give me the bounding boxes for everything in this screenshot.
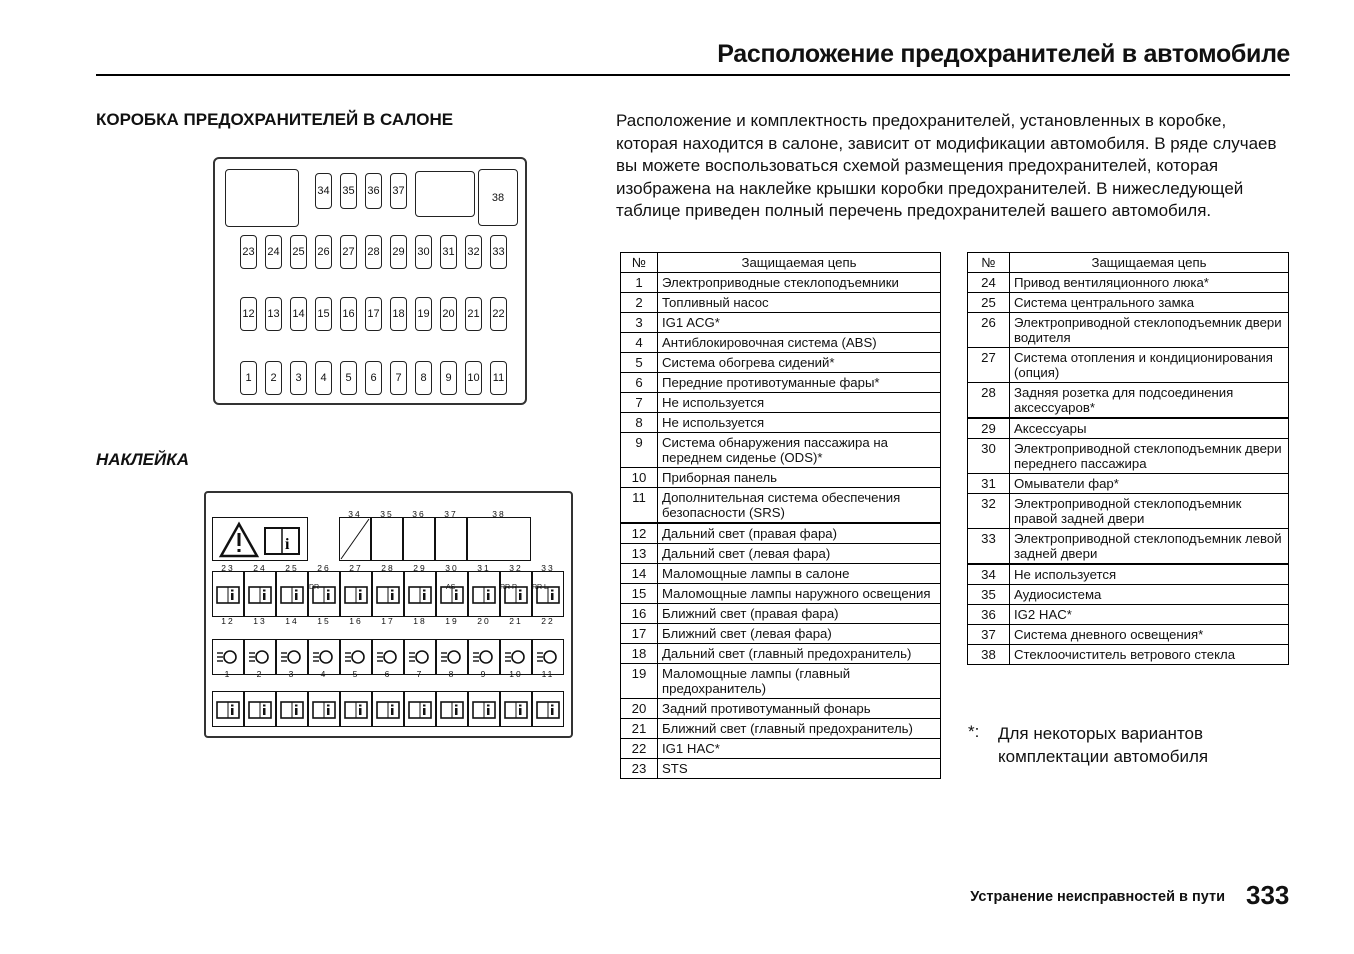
sticker-cell	[212, 691, 244, 727]
fuse-slot: 9	[440, 361, 457, 395]
col-circuit-header: Защищаемая цепь	[1010, 253, 1289, 273]
protected-circuit: Привод вентиляционного люка*	[1010, 273, 1289, 293]
protected-circuit: Система обогрева сидений*	[658, 353, 941, 373]
sticker-fuse-number: 10	[509, 669, 523, 679]
manual-icon	[438, 696, 466, 722]
manual-icon	[310, 696, 338, 722]
table-row	[968, 625, 1289, 645]
sticker-fuse-number: 16	[349, 616, 363, 626]
table-row	[621, 393, 941, 413]
intro-paragraph: Расположение и комплектность предохранителей, установленных в коробке, которая находится в салоне, зависит от модификации автомобиля. В ряде случаев вы можете воспользоваться схемой размещения предохранителей, которая изображена на наклейке крышки коробки предохранителей. В нижеследующей таблице приведен полный перечень предохранителей вашего автомобиля.	[616, 111, 1277, 221]
fuse-slot: 10	[465, 361, 482, 395]
protected-circuit: Система центрального замка	[1010, 293, 1289, 313]
protected-circuit: Не используется	[1010, 564, 1289, 585]
sticker-fuse-number: 8	[448, 669, 456, 679]
sticker-fuse-number: 3	[288, 669, 296, 679]
sticker-fuse-number: 20	[477, 616, 491, 626]
sticker-fuse-number: 33	[541, 563, 555, 573]
sticker-fuse-number: 13	[253, 616, 267, 626]
table-row	[621, 699, 941, 719]
sticker-fuse-number: 6	[384, 669, 392, 679]
sticker-cell	[467, 517, 531, 561]
protected-circuit: Аудиосистема	[1010, 585, 1289, 605]
sticker-cell	[372, 571, 404, 617]
fuse-number: 5	[621, 353, 658, 373]
fuse-slot: 17	[365, 297, 382, 331]
table-row	[621, 293, 941, 313]
protected-circuit: Дополнительная система обеспечения безопасности (SRS)	[658, 488, 941, 524]
fuse-slot: 11	[490, 361, 507, 395]
fuse-number: 31	[968, 474, 1010, 494]
sticker-cell	[403, 517, 435, 561]
sticker-fuse-number: 38	[492, 509, 506, 519]
fuse-number: 23	[621, 759, 658, 779]
sticker-small-mark: DR	[309, 584, 320, 591]
headlight-icon	[310, 644, 338, 670]
protected-circuit: Система дневного освещения*	[1010, 625, 1289, 645]
fuse-number: 36	[968, 605, 1010, 625]
fuse-table-right	[967, 252, 1289, 665]
protected-circuit: Топливный насос	[658, 293, 941, 313]
protected-circuit: Электроприводной стеклоподъемник правой задней двери	[1010, 494, 1289, 529]
page-number: 333	[1246, 880, 1290, 910]
sticker-cell	[244, 571, 276, 617]
protected-circuit: Маломощные лампы (главный предохранитель)	[658, 664, 941, 699]
sticker-fuse-number: 2	[256, 669, 264, 679]
table-row	[968, 605, 1289, 625]
fuse-number: 9	[621, 433, 658, 468]
table-row	[621, 624, 941, 644]
fuse-number: 8	[621, 413, 658, 433]
sticker-fuse-number: 32	[509, 563, 523, 573]
sticker-fuse-number: 27	[349, 563, 363, 573]
manual-icon	[406, 581, 434, 607]
sticker-fuse-number: 9	[480, 669, 488, 679]
fuse-slot: 12	[240, 297, 257, 331]
fuse-number: 16	[621, 604, 658, 624]
fuse-number: 3	[621, 313, 658, 333]
fuse-slot: 32	[465, 235, 482, 269]
protected-circuit: Передние противотуманные фары*	[658, 373, 941, 393]
page-title: Расположение предохранителей в автомобиле	[717, 40, 1290, 68]
fuse-slot: 7	[390, 361, 407, 395]
col-circuit-header: Защищаемая цепь	[658, 253, 941, 273]
fuse-number: 6	[621, 373, 658, 393]
protected-circuit: Система обнаружения пассажира на переднем сиденье (ODS)*	[658, 433, 941, 468]
protected-circuit: Ближний свет (левая фара)	[658, 624, 941, 644]
manual-icon	[246, 696, 274, 722]
sticker-fuse-number: 23	[221, 563, 235, 573]
fuse-number: 28	[968, 383, 1010, 419]
fuse-sticker	[204, 491, 573, 738]
sticker-fuse-number: 21	[509, 616, 523, 626]
sticker-cell	[244, 691, 276, 727]
protected-circuit: Маломощные лампы в салоне	[658, 564, 941, 584]
table-row	[621, 584, 941, 604]
fuse-number: 25	[968, 293, 1010, 313]
sticker-fuse-number: 11	[541, 669, 555, 679]
fuse-slot: 15	[315, 297, 332, 331]
fuse-slot: 35	[340, 173, 357, 209]
sticker-fuse-number: 34	[348, 509, 362, 519]
sticker-fuse-number: 19	[445, 616, 459, 626]
manual-icon	[502, 696, 530, 722]
table-row	[621, 433, 941, 468]
fuse-number: 4	[621, 333, 658, 353]
headlight-icon	[342, 644, 370, 670]
protected-circuit: Электроприводной стеклоподъемник левой задней двери	[1010, 529, 1289, 565]
fuse-number: 7	[621, 393, 658, 413]
headlight-icon	[438, 644, 466, 670]
sticker-fuse-number: 37	[444, 509, 458, 519]
protected-circuit: Аксессуары	[1010, 418, 1289, 439]
headlight-icon	[374, 644, 402, 670]
sticker-cell	[404, 571, 436, 617]
fuse-slot: 26	[315, 235, 332, 269]
sticker-fuse-number: 35	[380, 509, 394, 519]
table-row	[968, 313, 1289, 348]
manual-icon	[246, 581, 274, 607]
fuse-slot: 22	[490, 297, 507, 331]
fuse-slot: 30	[415, 235, 432, 269]
protected-circuit: Электроприводные стеклоподъемники	[658, 273, 941, 293]
table-row	[968, 645, 1289, 665]
table-row	[621, 333, 941, 353]
table-row	[621, 644, 941, 664]
sticker-cell	[340, 691, 372, 727]
fuse-slot: 33	[490, 235, 507, 269]
sticker-fuse-number: 5	[352, 669, 360, 679]
fuse-slot: 2	[265, 361, 282, 395]
sticker-cell	[372, 691, 404, 727]
fuse-number: 32	[968, 494, 1010, 529]
table-row	[968, 494, 1289, 529]
fuse-slot: 19	[415, 297, 432, 331]
table-row	[621, 564, 941, 584]
fuse-number: 34	[968, 564, 1010, 585]
manual-icon	[374, 696, 402, 722]
sticker-cell	[212, 571, 244, 617]
fuse-slot: 34	[315, 173, 332, 209]
sticker-cell	[500, 691, 532, 727]
table-row	[621, 488, 941, 524]
fuse-number: 37	[968, 625, 1010, 645]
fuse-number: 27	[968, 348, 1010, 383]
fuse-slot: 8	[415, 361, 432, 395]
manual-icon	[342, 696, 370, 722]
protected-circuit: Электроприводной стеклоподъемник двери переднего пассажира	[1010, 439, 1289, 474]
protected-circuit: Ближний свет (правая фара)	[658, 604, 941, 624]
table-row	[621, 373, 941, 393]
sticker-cell	[435, 517, 467, 561]
interior-fuse-box-heading: КОРОБКА ПРЕДОХРАНИТЕЛЕЙ В САЛОНЕ	[96, 110, 454, 129]
footer-section-label: Устранение неисправностей в пути	[970, 889, 1225, 905]
sticker-small-mark: RR R	[500, 584, 518, 591]
table-row	[621, 759, 941, 779]
sticker-small-mark: AS	[446, 584, 456, 591]
fuse-number: 33	[968, 529, 1010, 565]
fuse-number: 14	[621, 564, 658, 584]
relay-middle	[415, 171, 475, 217]
sticker-fuse-number: 28	[381, 563, 395, 573]
fuse-number: 22	[621, 739, 658, 759]
manual-icon	[534, 696, 562, 722]
sticker-fuse-number: 30	[445, 563, 459, 573]
fuse-slot: 24	[265, 235, 282, 269]
sticker-cell	[436, 691, 468, 727]
fuse-slot-38: 38	[478, 169, 518, 226]
manual-icon	[278, 696, 306, 722]
manual-icon	[342, 581, 370, 607]
footnote-text: Для некоторых вариантов комплектации автомобиля	[998, 724, 1209, 766]
fuse-number: 10	[621, 468, 658, 488]
protected-circuit: Приборная панель	[658, 468, 941, 488]
fuse-number: 30	[968, 439, 1010, 474]
fuse-slot: 4	[315, 361, 332, 395]
protected-circuit: Не используется	[658, 413, 941, 433]
table-row	[968, 383, 1289, 419]
protected-circuit: Ближний свет (главный предохранитель)	[658, 719, 941, 739]
fuse-slot: 16	[340, 297, 357, 331]
fuse-slot: 14	[290, 297, 307, 331]
manual-icon	[470, 581, 498, 607]
fuse-number: 19	[621, 664, 658, 699]
headlight-icon	[470, 644, 498, 670]
manual-icon	[470, 696, 498, 722]
protected-circuit: Антиблокировочная система (ABS)	[658, 333, 941, 353]
manual-icon	[214, 581, 242, 607]
fuse-slot: 36	[365, 173, 382, 209]
sticker-fuse-number: 24	[253, 563, 267, 573]
sticker-cell	[308, 691, 340, 727]
protected-circuit: Задняя розетка для подсоединения аксессуаров*	[1010, 383, 1289, 419]
table-row	[621, 719, 941, 739]
sticker-cell	[340, 571, 372, 617]
sticker-fuse-number: 29	[413, 563, 427, 573]
sticker-fuse-number: 4	[320, 669, 328, 679]
sticker-fuse-number: 36	[412, 509, 426, 519]
protected-circuit: IG2 HAC*	[1010, 605, 1289, 625]
table-row	[621, 353, 941, 373]
fuse-slot: 31	[440, 235, 457, 269]
col-number-header: №	[621, 253, 658, 273]
fuse-slot: 27	[340, 235, 357, 269]
sticker-fuse-number: 1	[224, 669, 232, 679]
protected-circuit: Стеклоочиститель ветрового стекла	[1010, 645, 1289, 665]
fuse-number: 26	[968, 313, 1010, 348]
sticker-fuse-number: 17	[381, 616, 395, 626]
table-row	[968, 564, 1289, 585]
fuse-table-left	[620, 252, 941, 779]
headlight-icon	[534, 644, 562, 670]
fuse-slot: 23	[240, 235, 257, 269]
table-row	[621, 523, 941, 544]
fuse-number: 24	[968, 273, 1010, 293]
protected-circuit: IG1 ACG*	[658, 313, 941, 333]
fuse-number: 38	[968, 645, 1010, 665]
fuse-slot: 1	[240, 361, 257, 395]
fuse-box-diagram	[213, 157, 527, 405]
fuse-slot: 20	[440, 297, 457, 331]
sticker-cell	[532, 691, 564, 727]
fuse-slot: 25	[290, 235, 307, 269]
protected-circuit: Дальний свет (правая фара)	[658, 523, 941, 544]
col-number-header: №	[968, 253, 1010, 273]
protected-circuit: Дальний свет (левая фара)	[658, 544, 941, 564]
table-row	[968, 273, 1289, 293]
sticker-cell	[468, 571, 500, 617]
manual-icon	[278, 581, 306, 607]
headlight-icon	[406, 644, 434, 670]
protected-circuit: IG1 HAC*	[658, 739, 941, 759]
footnote-mark: *:	[968, 722, 980, 741]
fuse-number: 35	[968, 585, 1010, 605]
sticker-small-mark: RR L	[532, 584, 548, 591]
sticker-fuse-number: 22	[541, 616, 555, 626]
warning-icon	[213, 518, 307, 560]
sticker-cell	[276, 571, 308, 617]
title-rule	[96, 74, 1290, 76]
protected-circuit: Задний противотуманный фонарь	[658, 699, 941, 719]
table-row	[621, 273, 941, 293]
protected-circuit: Не используется	[658, 393, 941, 413]
table-row	[621, 544, 941, 564]
manual-icon	[406, 696, 434, 722]
protected-circuit: Омыватели фар*	[1010, 474, 1289, 494]
protected-circuit: Электроприводной стеклоподъемник двери водителя	[1010, 313, 1289, 348]
unused-slot-mark	[339, 517, 371, 561]
headlight-icon	[278, 644, 306, 670]
table-row	[621, 468, 941, 488]
sticker-cell	[468, 691, 500, 727]
fuse-slot: 21	[465, 297, 482, 331]
fuse-slot: 5	[340, 361, 357, 395]
sticker-fuse-number: 26	[317, 563, 331, 573]
fuse-number: 1	[621, 273, 658, 293]
table-row	[621, 604, 941, 624]
fuse-number: 20	[621, 699, 658, 719]
fuse-slot: 18	[390, 297, 407, 331]
sticker-cell	[371, 517, 403, 561]
fuse-number: 11	[621, 488, 658, 524]
fuse-number: 15	[621, 584, 658, 604]
sticker-cell	[436, 571, 468, 617]
protected-circuit: Маломощные лампы наружного освещения	[658, 584, 941, 604]
fuse-slot: 13	[265, 297, 282, 331]
sticker-fuse-number: 18	[413, 616, 427, 626]
relay-left	[225, 169, 299, 227]
headlight-icon	[246, 644, 274, 670]
fuse-number: 13	[621, 544, 658, 564]
fuse-slot: 6	[365, 361, 382, 395]
table-row	[968, 293, 1289, 313]
manual-icon	[214, 696, 242, 722]
sticker-cell	[404, 691, 436, 727]
fuse-slot: 37	[390, 173, 407, 209]
sticker-fuse-number: 14	[285, 616, 299, 626]
table-row	[968, 529, 1289, 565]
headlight-icon	[214, 644, 242, 670]
table-row	[968, 474, 1289, 494]
sticker-warning-block	[212, 517, 308, 561]
manual-icon	[374, 581, 402, 607]
sticker-cell	[276, 691, 308, 727]
sticker-fuse-number: 25	[285, 563, 299, 573]
sticker-cell	[308, 571, 340, 617]
fuse-number: 21	[621, 719, 658, 739]
sticker-cell	[532, 571, 564, 617]
table-row	[968, 439, 1289, 474]
protected-circuit: Дальний свет (главный предохранитель)	[658, 644, 941, 664]
table-row	[621, 664, 941, 699]
sticker-cell	[500, 571, 532, 617]
fuse-slot: 28	[365, 235, 382, 269]
sticker-fuse-number: 31	[477, 563, 491, 573]
fuse-slot: 29	[390, 235, 407, 269]
fuse-number: 18	[621, 644, 658, 664]
fuse-slot: 3	[290, 361, 307, 395]
fuse-number: 2	[621, 293, 658, 313]
table-row	[968, 418, 1289, 439]
sticker-fuse-number: 7	[416, 669, 424, 679]
svg-text:i: i	[285, 536, 290, 553]
fuse-number: 29	[968, 418, 1010, 439]
fuse-number: 17	[621, 624, 658, 644]
sticker-heading: НАКЛЕЙКА	[96, 450, 189, 469]
sticker-fuse-number: 12	[221, 616, 235, 626]
sticker-fuse-number: 15	[317, 616, 331, 626]
table-row	[621, 413, 941, 433]
table-row	[968, 348, 1289, 383]
protected-circuit: STS	[658, 759, 941, 779]
fuse-number: 12	[621, 523, 658, 544]
headlight-icon	[502, 644, 530, 670]
table-row	[621, 313, 941, 333]
protected-circuit: Система отопления и кондиционирования (опция)	[1010, 348, 1289, 383]
table-row	[621, 739, 941, 759]
table-row	[968, 585, 1289, 605]
